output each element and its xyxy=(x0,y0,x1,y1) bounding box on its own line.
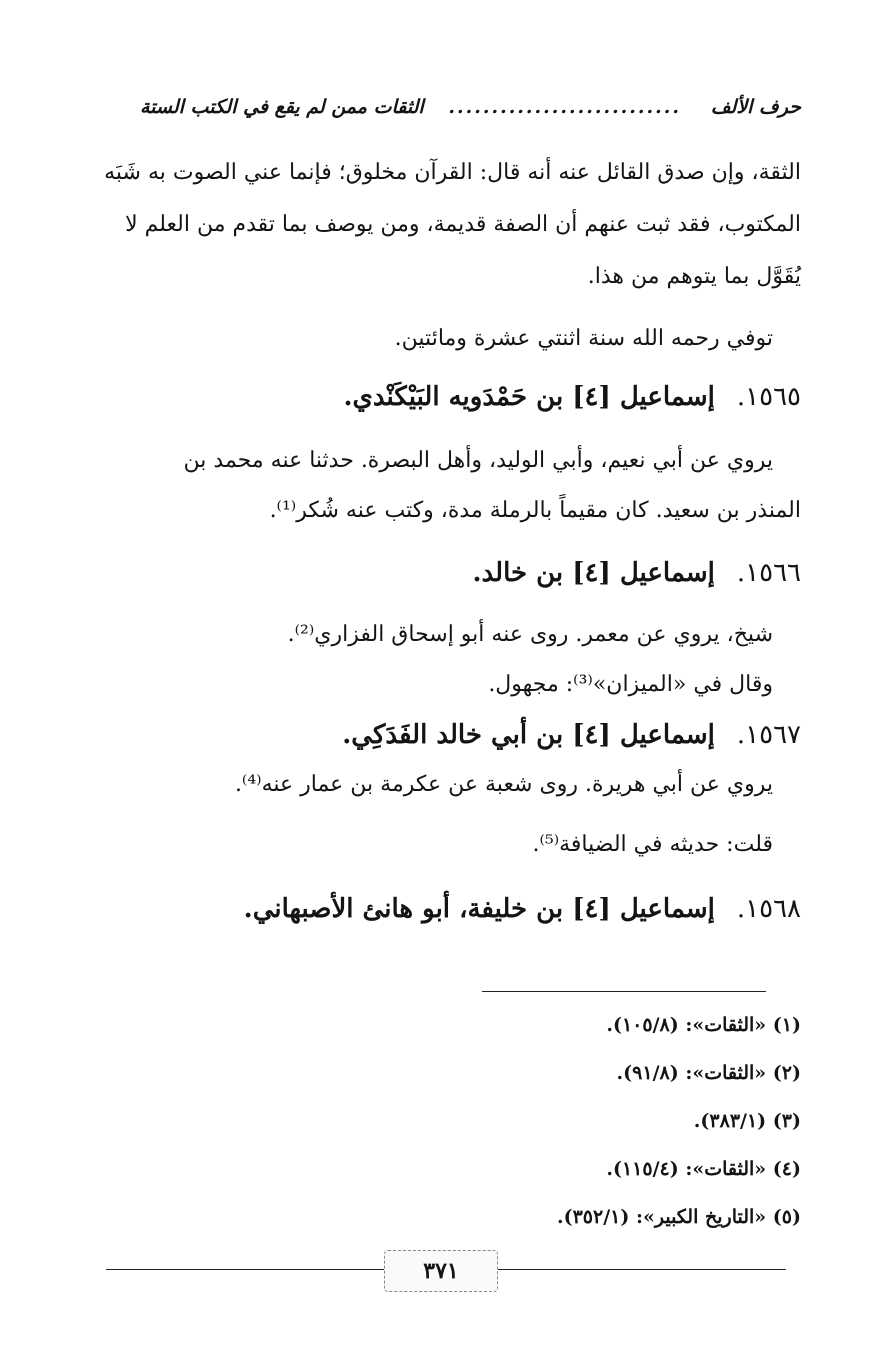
header-section: حرف الألف xyxy=(710,96,801,118)
entry-number: ١٥٦٥. xyxy=(736,382,801,412)
entry-text-line: وقال في «الميزان»⁽³⁾: مجهول. xyxy=(488,672,773,697)
entry-name: إسماعيل [٤] بن أبي خالد الفَدَكِي. xyxy=(342,720,715,750)
entry-text-line: شيخ، يروي عن معمر. روى عنه أبو إسحاق الفزاري⁽²⁾. xyxy=(287,622,773,647)
footnote: (٤) «الثقات»: (١١٥/٤). xyxy=(606,1158,801,1180)
header-book-title: الثقات ممن لم يقع في الكتب الستة xyxy=(140,96,424,118)
footnote: (٣) (٣٨٣/١). xyxy=(693,1110,801,1132)
entry-text-line: قلت: حديثه في الضيافة⁽⁵⁾. xyxy=(532,832,773,857)
footer-rule-left xyxy=(106,1269,384,1270)
entry-number: ١٥٦٧. xyxy=(736,720,801,750)
footnote: (٥) «التاريخ الكبير»: (٣٥٢/١). xyxy=(556,1206,801,1228)
entry-text-line: يروي عن أبي هريرة. روى شعبة عن عكرمة بن عمار عنه⁽⁴⁾. xyxy=(234,772,773,797)
paragraph-line: المكتوب، فقد ثبت عنهم أن الصفة قديمة، ومن يوصف بما تقدم من العلم لا xyxy=(125,212,801,237)
footer-rule-right xyxy=(496,1269,786,1270)
paragraph-line: الثقة، وإن صدق القائل عنه أنه قال: القرآن مخلوق؛ فإنما عني الصوت به شَبَه xyxy=(104,160,801,185)
entry-number: ١٥٦٨. xyxy=(736,894,801,924)
entry-number: ١٥٦٦. xyxy=(736,558,801,588)
footnote-separator xyxy=(482,991,766,992)
footnote: (١) «الثقات»: (١٠٥/٨). xyxy=(606,1014,801,1036)
entry-text-line: يروي عن أبي نعيم، وأبي الوليد، وأهل البصرة. حدثنا عنه محمد بن xyxy=(183,448,773,473)
entry-name: إسماعيل [٤] بن خليفة، أبو هانئ الأصبهاني. xyxy=(243,894,715,924)
running-header xyxy=(140,96,801,130)
entry-name: إسماعيل [٤] بن خالد. xyxy=(472,558,715,588)
header-dots: ........................... xyxy=(448,96,681,118)
entry-name: إسماعيل [٤] بن حَمْدَويه البَيْكَنْدي. xyxy=(343,382,715,412)
entry-heading xyxy=(120,382,801,412)
paragraph-line: توفي رحمه الله سنة اثنتي عشرة ومائتين. xyxy=(394,326,773,351)
page-number: ٣٧١ xyxy=(384,1250,498,1292)
entry-heading xyxy=(120,894,801,924)
paragraph-line: يُقَوَّل بما يتوهم من هذا. xyxy=(587,264,801,289)
entry-text-line: المنذر بن سعيد. كان مقيماً بالرملة مدة، وكتب عنه شُكر⁽¹⁾. xyxy=(269,498,801,523)
entry-heading xyxy=(120,558,801,588)
entry-heading xyxy=(120,720,801,750)
footnote: (٢) «الثقات»: (٩١/٨). xyxy=(616,1062,801,1084)
